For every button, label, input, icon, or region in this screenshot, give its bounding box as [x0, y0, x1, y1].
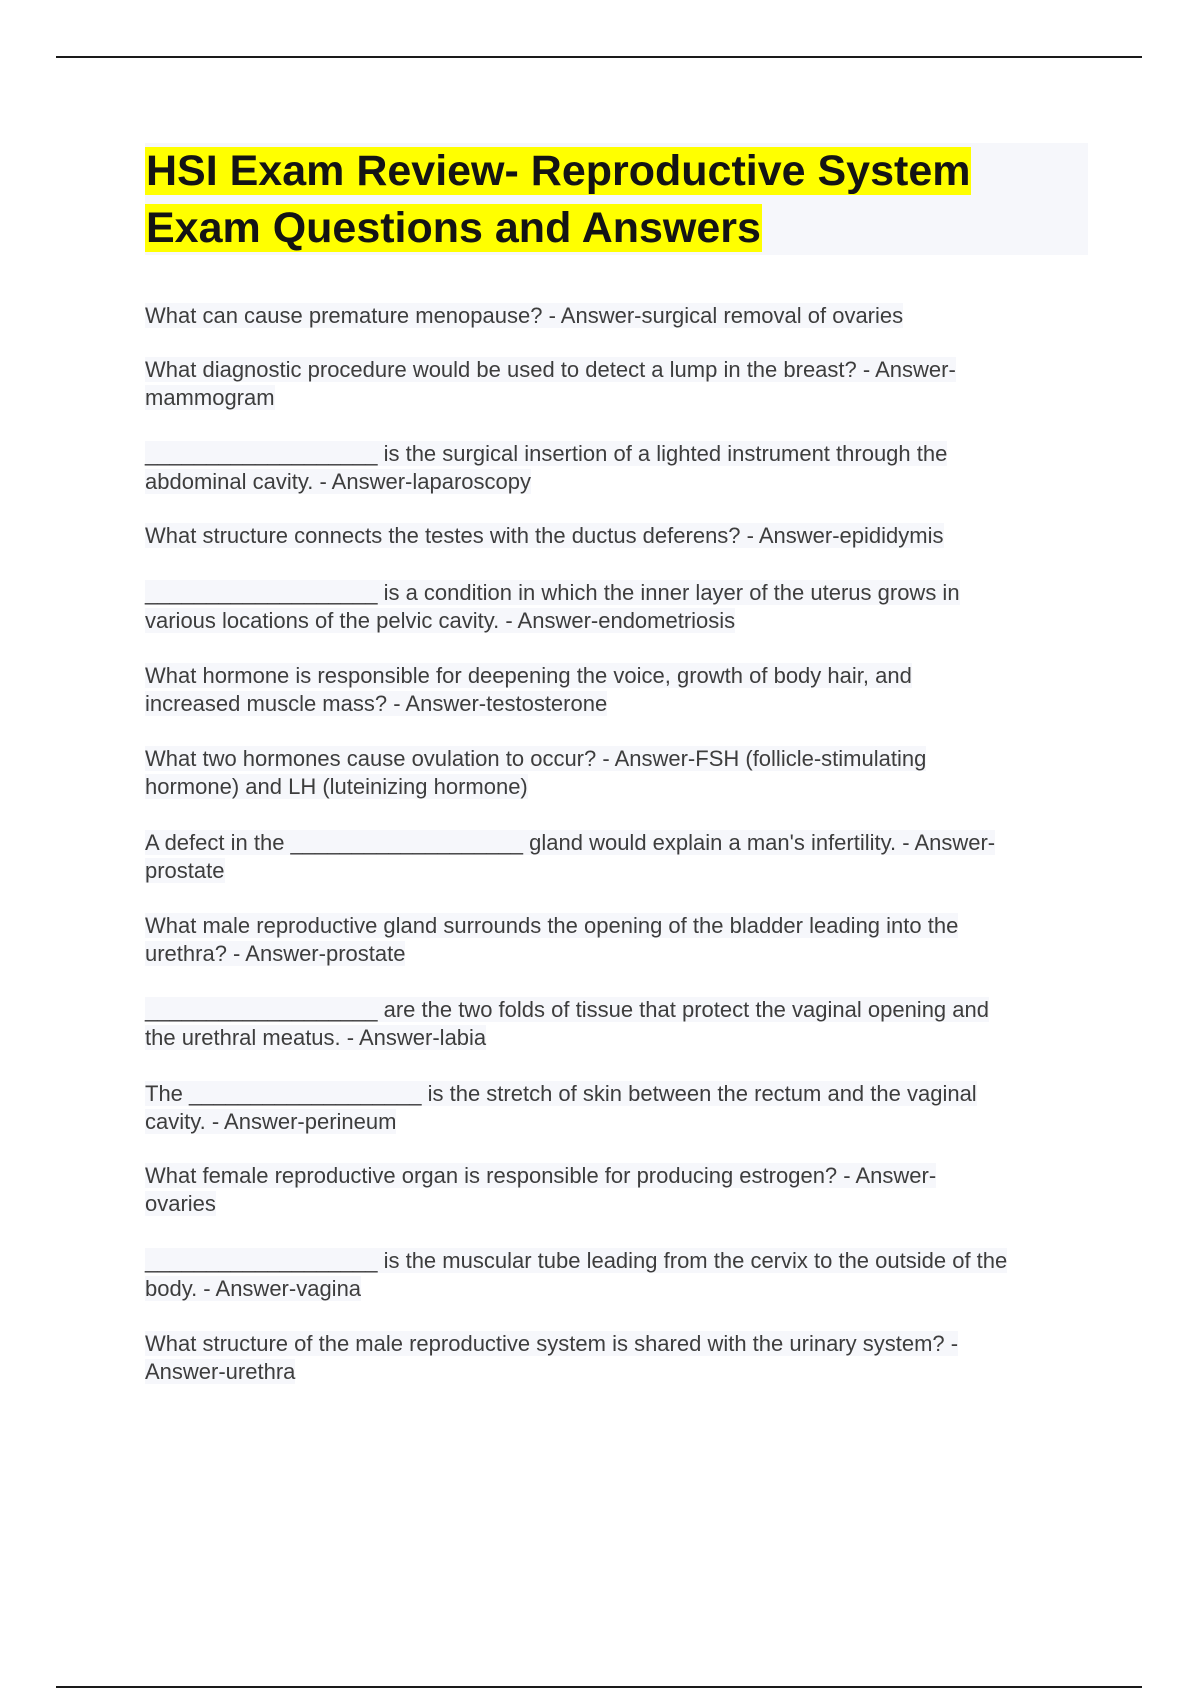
qa-item-line: prostate	[145, 858, 225, 883]
qa-item-line: cavity. - Answer-perineum	[145, 1109, 397, 1134]
qa-item-line: urethra? - Answer-prostate	[145, 941, 406, 966]
qa-item-line: hormone) and LH (luteinizing hormone)	[145, 774, 528, 799]
qa-item	[145, 302, 1085, 330]
qa-item	[145, 1080, 1085, 1136]
qa-item-line: What female reproductive organ is responsible for producing estrogen? - Answer-	[145, 1163, 937, 1188]
qa-item-line: What hormone is responsible for deepening the voice, growth of body hair, and	[145, 663, 912, 688]
page-title	[145, 143, 1088, 257]
qa-item-line: ___________________ is a condition in which the inner layer of the uterus grows in	[145, 580, 960, 605]
qa-item-line: increased muscle mass? - Answer-testosterone	[145, 691, 608, 716]
top-rule	[56, 56, 1142, 58]
qa-item-line: ___________________ is the muscular tube leading from the cervix to the outside of the	[145, 1248, 1008, 1273]
qa-item-line: mammogram	[145, 385, 275, 410]
qa-item-line: What structure of the male reproductive system is shared with the urinary system? -	[145, 1331, 959, 1356]
qa-item	[145, 356, 1085, 412]
title-line-1: HSI Exam Review- Reproductive System	[146, 147, 971, 195]
qa-item-line: Answer-urethra	[145, 1359, 296, 1384]
qa-item	[145, 1247, 1085, 1303]
qa-item	[145, 745, 1085, 801]
qa-item-line: What can cause premature menopause? - Answer-surgical removal of ovaries	[145, 303, 904, 328]
qa-item	[145, 522, 1085, 550]
qa-item	[145, 1330, 1085, 1386]
qa-item-line: abdominal cavity. - Answer-laparoscopy	[145, 469, 531, 494]
qa-item-line: What structure connects the testes with the ductus deferens? - Answer-epididymis	[145, 523, 944, 548]
qa-item	[145, 912, 1085, 968]
qa-item	[145, 579, 1085, 635]
qa-item-line: A defect in the ___________________ gland would explain a man's infertility. - Answer-	[145, 830, 996, 855]
qa-item-line: the urethral meatus. - Answer-labia	[145, 1025, 487, 1050]
qa-item	[145, 829, 1085, 885]
qa-item-line: body. - Answer-vagina	[145, 1276, 362, 1301]
qa-item-line: What two hormones cause ovulation to occur? - Answer-FSH (follicle-stimulating	[145, 746, 927, 771]
qa-item-line: ovaries	[145, 1191, 216, 1216]
qa-item-line: various locations of the pelvic cavity. - Answer-endometriosis	[145, 608, 736, 633]
qa-item	[145, 996, 1085, 1052]
title-block	[145, 143, 1088, 255]
qa-item-line: The ___________________ is the stretch of skin between the rectum and the vaginal	[145, 1081, 977, 1106]
qa-item-line: ___________________ are the two folds of tissue that protect the vaginal opening and	[145, 997, 989, 1022]
qa-item-line: What diagnostic procedure would be used to detect a lump in the breast? - Answer-	[145, 357, 956, 382]
qa-item	[145, 440, 1085, 496]
bottom-rule	[56, 1686, 1142, 1688]
qa-item-line: ___________________ is the surgical insertion of a lighted instrument through the	[145, 441, 948, 466]
qa-item-line: What male reproductive gland surrounds the opening of the bladder leading into the	[145, 913, 959, 938]
qa-item	[145, 1162, 1085, 1218]
qa-item	[145, 662, 1085, 718]
title-line-2: Exam Questions and Answers	[146, 204, 761, 252]
